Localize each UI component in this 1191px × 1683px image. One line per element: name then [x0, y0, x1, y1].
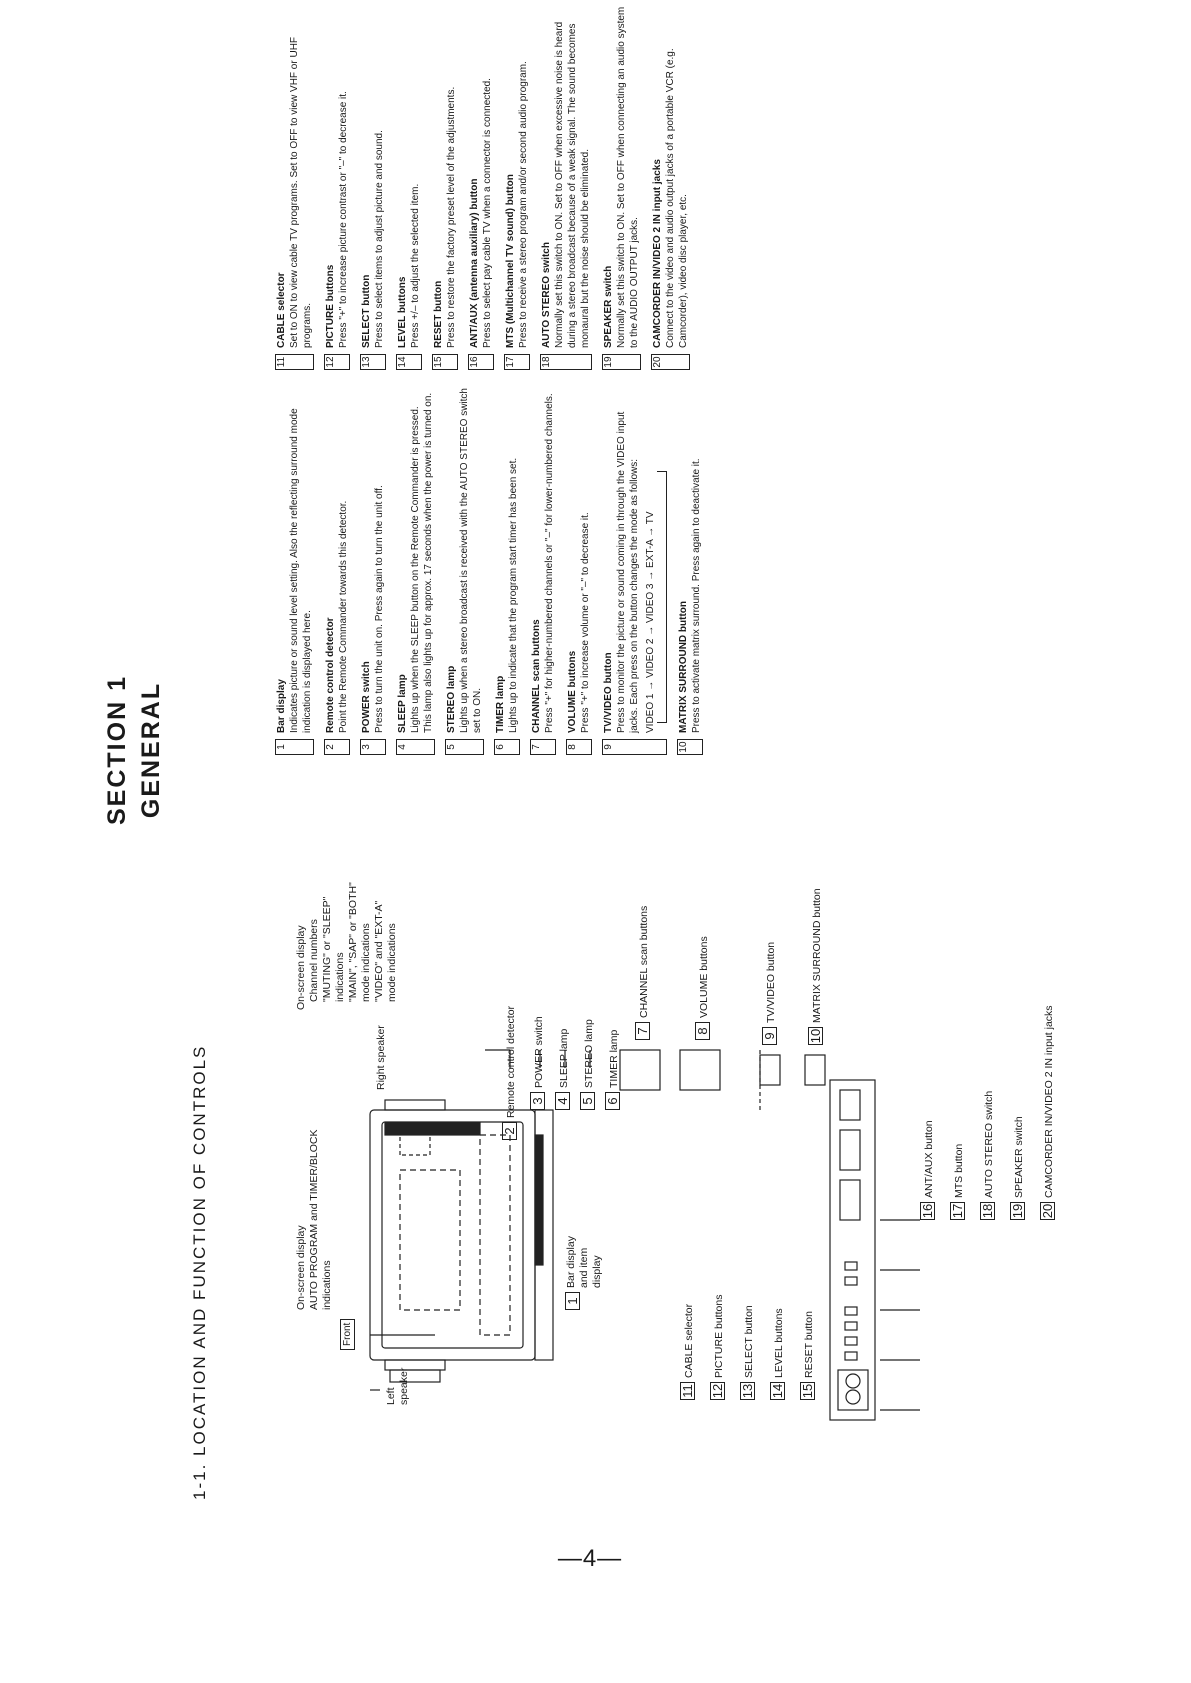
callout-20: 20CAMCORDER IN/VIDEO 2 IN input jacks [1040, 1005, 1055, 1219]
callout-17: 17MTS button [950, 1143, 965, 1219]
callout-8: 8VOLUME buttons [695, 936, 711, 1040]
callout-13: 13SELECT button [740, 1305, 755, 1399]
control-item: 18 AUTO STEREO switch Normally set this switch to ON. Set to OFF when excessive noise is heard during a stereo broadcast because of a weak signal. The sound becomes monaural but the noise should be eliminated. [540, 0, 592, 370]
osd-item: "VIDEO" and "EXT-A" mode indications [373, 900, 398, 1002]
rear-panel-illustration [830, 1080, 875, 1420]
control-item: 14 LEVEL buttons Press +/– to adjust the selected item. [396, 0, 422, 370]
callout-3: 3POWER switch [530, 1016, 546, 1110]
control-item: 20 CAMCORDER IN/VIDEO 2 IN input jacks Connect to the video and audio output jacks of a portable VCR (e.g. Camcorder), video disc player, etc. [651, 0, 690, 370]
cycle-return-arrow [657, 471, 667, 723]
callout-9: 9TV/VIDEO button [762, 942, 778, 1045]
control-item: 3 POWER switch Press to turn the unit on. Press again to turn the unit off. [360, 385, 386, 755]
bar-display-callout: 1Bar display and item display [565, 1236, 604, 1310]
rotated-page-content [40, 0, 1170, 1610]
callout-11: 11CABLE selector [680, 1304, 696, 1400]
control-item: 16 ANT/AUX (antenna auxiliary) button Press to select pay cable TV when a connector is connected. [468, 0, 494, 370]
section-number: SECTION 1 [103, 675, 131, 825]
callout-number: 1 [565, 1292, 580, 1310]
section-name: GENERAL [137, 681, 165, 819]
osd-right-label [295, 872, 399, 1010]
callout-18: 18AUTO STEREO switch [980, 1090, 995, 1219]
control-item: 11 CABLE selector Set to ON to view cable TV programs. Set to OFF to view VHF or UHF programs. [275, 0, 314, 370]
page-number: —4— [557, 1545, 623, 1572]
osd-right-list [308, 872, 399, 1010]
control-item: 9 TV/VIDEO button Press to monitor the picture or sound coming in through the VIDEO input jacks. Each press on the button changes the mode as follows: VIDEO 1 → VIDEO 2 → VIDEO 3 → EXT-A → TV [602, 385, 667, 755]
subsection-title: 1-1. LOCATION AND FUNCTION OF CONTROLS [190, 1044, 209, 1500]
callout-19: 19SPEAKER switch [1010, 1116, 1025, 1219]
control-item: 7 CHANNEL scan buttons Press "+" for higher-numbered channels or "–" for lower-numbered channels. [530, 385, 556, 755]
osd-item: Channel numbers [308, 919, 320, 1002]
control-item: 13 SELECT button Press to select items to adjust picture and sound. [360, 0, 386, 370]
control-item: 8 VOLUME buttons Press "+" to increase volume or "–" to decrease it. [566, 385, 592, 755]
osd-left-label: On-screen display AUTO PROGRAM and TIMER/BLOCK indications [295, 1129, 333, 1310]
callout-12: 12PICTURE buttons [710, 1294, 725, 1399]
callout-15: 15RESET button [800, 1311, 815, 1399]
controls-list-1 [275, 385, 713, 755]
control-item: 5 STEREO lamp Lights up when a stereo broadcast is received with the AUTO STEREO switch set to ON. [445, 385, 484, 755]
callout-14: 14LEVEL buttons [770, 1308, 785, 1399]
callout-7: 7CHANNEL scan buttons [635, 906, 651, 1040]
callout-2: 2Remote control detector [502, 1006, 518, 1140]
osd-item: "MUTING" or "SLEEP" indications [321, 896, 346, 1002]
left-speaker-label: Left speaker [385, 1367, 410, 1405]
control-item: 4 SLEEP lamp Lights up when the SLEEP button on the Remote Commander is pressed. This lamp also lights up for approx. 17 seconds when the power is turned on. [396, 385, 435, 755]
front-label: Front [340, 1319, 355, 1350]
control-item: 17 MTS (Multichannel TV sound) button Press to receive a stereo program and/or second audio program. [504, 0, 530, 370]
osd-right-title: On-screen display [295, 925, 307, 1010]
osd-item: "MAIN", "SAP" or "BOTH" mode indications [347, 882, 372, 1002]
mode-cycle: VIDEO 1 → VIDEO 2 → VIDEO 3 → EXT-A → TV [645, 511, 656, 733]
callout-5: 5STEREO lamp [580, 1019, 596, 1110]
callout-4: 4SLEEP lamp [555, 1029, 571, 1110]
control-item: 10 MATRIX SURROUND button Press to activate matrix surround. Press again to deactivate it. [677, 385, 703, 755]
control-item: 12 PICTURE buttons Press "+" to increase picture contrast or "–" to decrease it. [324, 0, 350, 370]
controls-list-2 [275, 0, 700, 370]
control-item: 6 TIMER lamp Lights up to indicate that the program start timer has been set. [494, 385, 520, 755]
tv-front-illustration [370, 1100, 553, 1382]
callout-10: 10MATRIX SURROUND button [808, 888, 823, 1044]
control-item: 1 Bar display Indicates picture or sound level setting. Also the reflecting surround mode indication is displayed here. [275, 385, 314, 755]
right-speaker-label: Right speaker [375, 1025, 387, 1090]
control-item: 2 Remote control detector Point the Remote Commander towards this detector. [324, 385, 350, 755]
callout-6: 6TIMER lamp [605, 1030, 621, 1110]
control-item: 19 SPEAKER switch Normally set this switch to ON. Set to OFF when connecting an audio system to the AUDIO OUTPUT jacks. [602, 0, 641, 370]
control-item: 15 RESET button Press to restore the factory preset level of the adjustments. [432, 0, 458, 370]
callout-16: 16ANT/AUX button [920, 1120, 935, 1219]
